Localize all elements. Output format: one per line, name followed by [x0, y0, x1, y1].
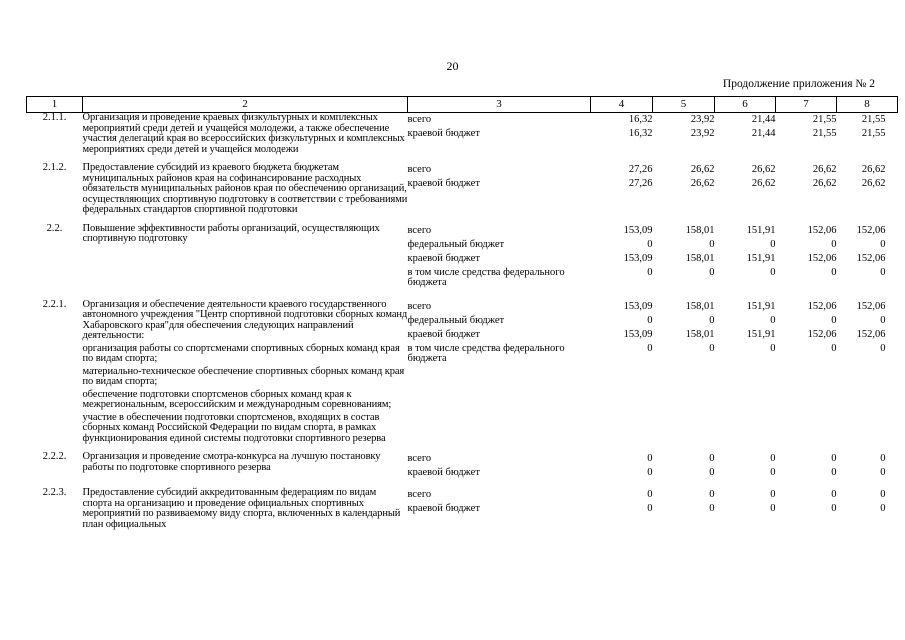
amount-value: 152,06 [807, 328, 837, 340]
amount-value: 152,06 [856, 300, 886, 312]
amount-value: 153,09 [623, 252, 653, 264]
year-values-column [591, 488, 653, 530]
funding-source: всего [407, 300, 432, 312]
funding-source: краевой бюджет [407, 328, 480, 340]
amount-value: 26,62 [690, 178, 715, 189]
amount-value: 0 [709, 238, 715, 250]
row-code: 2.1.1. [42, 112, 67, 123]
year-values-column [776, 113, 837, 156]
amount-value: 0 [880, 314, 886, 326]
amount-value: 0 [709, 453, 715, 464]
measure-name [83, 163, 408, 216]
measure-paragraph: Организация и проведение смотра-конкурса на лучшую постановку работы по подготовке спортивного резерва [82, 451, 381, 473]
column-header: 5 [653, 97, 715, 113]
amount-value: 21,55 [861, 114, 886, 125]
amount-value: 158,01 [685, 328, 715, 340]
amount-value: 26,62 [751, 164, 776, 175]
year-values-column [591, 300, 653, 445]
amount-value: 0 [770, 266, 776, 278]
measure-name [83, 224, 408, 292]
amount-value: 27,26 [628, 178, 653, 189]
funding-source: в том числе средства федерального бюджета [407, 342, 565, 364]
amount-value: 151,91 [746, 224, 776, 236]
amount-value: 0 [647, 314, 653, 326]
table-row [27, 452, 898, 480]
amount-value: 0 [709, 342, 715, 354]
column-header: 4 [591, 97, 653, 113]
amount-value: 0 [709, 314, 715, 326]
amount-value: 16,32 [628, 128, 653, 139]
amount-value: 21,44 [751, 114, 776, 125]
amount-value: 0 [647, 489, 653, 500]
funding-source: федеральный бюджет [407, 238, 505, 250]
amount-value: 26,62 [751, 178, 776, 189]
measure-paragraph: Организация и обеспечение деятельности краевого государственного автономного учреждения "Центр спортивной подготовки сборных команд Хабаровского края"для обеспечения следующих направлений деятельности: [82, 298, 408, 341]
amount-value: 152,06 [856, 224, 886, 236]
amount-value: 23,92 [690, 114, 715, 125]
year-values-column [591, 163, 653, 216]
funding-source: всего [407, 224, 432, 236]
column-header: 7 [776, 97, 837, 113]
amount-value: 0 [880, 266, 886, 278]
funding-sources [408, 113, 591, 156]
year-values-column [653, 452, 715, 480]
column-header: 1 [27, 97, 83, 113]
amount-value: 21,55 [861, 128, 886, 139]
year-values-column [591, 113, 653, 156]
amount-value: 158,01 [685, 224, 715, 236]
year-values-column [591, 224, 653, 292]
year-values-column [653, 300, 715, 445]
column-header: 6 [715, 97, 776, 113]
year-values-column [715, 300, 776, 445]
measure-name [83, 113, 408, 156]
year-values-column [837, 163, 898, 216]
amount-value: 26,62 [812, 164, 837, 175]
measure-paragraph: организация работы со спортсменами спортивных сборных команд края по видам спорта; [82, 342, 400, 364]
row-code: 2.2. [46, 222, 63, 234]
year-values-column [837, 452, 898, 480]
amount-value: 0 [831, 238, 837, 250]
funding-sources [408, 488, 591, 530]
amount-value: 0 [770, 467, 776, 478]
amount-value: 26,62 [812, 178, 837, 189]
year-values-column [776, 224, 837, 292]
funding-source: в том числе средства федерального бюджета [407, 266, 565, 288]
table-row [27, 224, 898, 292]
amount-value: 152,06 [807, 252, 837, 264]
amount-value: 27,26 [628, 164, 653, 175]
amount-value: 0 [831, 467, 837, 478]
funding-source: всего [407, 114, 432, 125]
column-header: 3 [408, 97, 591, 113]
year-values-column [653, 113, 715, 156]
amount-value: 0 [770, 489, 776, 500]
measure-paragraph: Предоставление субсидий аккредитованным федерациям по видам спорта на организацию и проведение официальных спортивных мероприятий по развиваемому виду спорта, включенных в календарный план официальных [82, 487, 401, 530]
year-values-column [715, 488, 776, 530]
table-row [27, 488, 898, 530]
amount-value: 0 [709, 467, 715, 478]
amount-value: 153,09 [623, 224, 653, 236]
row-code: 2.2.1. [42, 298, 67, 310]
column-header: 2 [83, 97, 408, 113]
year-values-column [715, 224, 776, 292]
measure-paragraph: Организация и проведение краевых физкультурных и комплексных мероприятий среди детей и учащейся молодежи, а также обеспечение участия делегаций края во всероссийских физкультурных и комплексных мероприятиях среди детей и учащейся молодежи [82, 112, 405, 155]
funding-source: краевой бюджет [407, 252, 480, 264]
amount-value: 21,55 [812, 128, 837, 139]
measure-paragraph: материально-техническое обеспечение спортивных сборных команд края по видам спорта; [82, 365, 405, 387]
amount-value: 0 [831, 266, 837, 278]
funding-sources [408, 163, 591, 216]
amount-value: 0 [709, 503, 715, 514]
budget-table-body [27, 113, 898, 531]
year-values-column [837, 488, 898, 530]
measure-paragraph: Предоставление субсидий из краевого бюджета бюджетам муниципальных районов края на софинансирование расходных обязательств муниципальных районов края по обеспечению организаций, осуществляющих спортивную подготовку в соответствии с требованиями федеральных стандартов спортивной подготовки [82, 162, 408, 215]
year-values-column [653, 488, 715, 530]
amount-value: 153,09 [623, 328, 653, 340]
funding-source: всего [407, 453, 432, 464]
amount-value: 23,92 [690, 128, 715, 139]
appendix-continuation-note: Продолжение приложения № 2 [722, 78, 875, 90]
column-header: 8 [837, 97, 898, 113]
amount-value: 0 [831, 453, 837, 464]
year-values-column [776, 163, 837, 216]
funding-source: краевой бюджет [407, 467, 480, 478]
amount-value: 152,06 [807, 300, 837, 312]
amount-value: 0 [770, 342, 776, 354]
amount-value: 0 [647, 453, 653, 464]
year-values-column [591, 452, 653, 480]
amount-value: 16,32 [628, 114, 653, 125]
measure-paragraph: участие в обеспечении подготовки спортсменов, входящих в состав сборных команд Российской Федерации по видам спорта, в рамках функционирования единой системы подготовки спортивного резерва [82, 411, 386, 444]
amount-value: 0 [831, 342, 837, 354]
amount-value: 152,06 [856, 328, 886, 340]
page-number: 20 [446, 59, 459, 73]
amount-value: 151,91 [746, 328, 776, 340]
amount-value: 0 [831, 489, 837, 500]
year-values-column [837, 300, 898, 445]
measure-name [83, 488, 408, 530]
header-row [27, 97, 898, 113]
amount-value: 152,06 [807, 224, 837, 236]
funding-sources [408, 300, 591, 445]
amount-value: 0 [880, 342, 886, 354]
amount-value: 26,62 [861, 178, 886, 189]
amount-value: 153,09 [623, 300, 653, 312]
amount-value: 0 [647, 266, 653, 278]
amount-value: 21,55 [812, 114, 837, 125]
table-row [27, 300, 898, 445]
amount-value: 152,06 [856, 252, 886, 264]
amount-value: 0 [647, 467, 653, 478]
funding-source: краевой бюджет [407, 503, 480, 514]
year-values-column [776, 488, 837, 530]
amount-value: 26,62 [861, 164, 886, 175]
year-values-column [653, 224, 715, 292]
amount-value: 158,01 [685, 300, 715, 312]
year-values-column [715, 163, 776, 216]
amount-value: 0 [831, 314, 837, 326]
amount-value: 151,91 [746, 252, 776, 264]
funding-source: краевой бюджет [407, 178, 480, 189]
amount-value: 0 [647, 503, 653, 514]
amount-value: 21,44 [751, 128, 776, 139]
table-row [27, 163, 898, 216]
row-code: 2.2.2. [42, 451, 67, 462]
measure-name [83, 452, 408, 480]
year-values-column [653, 163, 715, 216]
row-code: 2.2.3. [42, 487, 67, 498]
amount-value: 0 [647, 342, 653, 354]
amount-value: 0 [770, 453, 776, 464]
year-values-column [715, 452, 776, 480]
amount-value: 0 [880, 238, 886, 250]
funding-sources [408, 224, 591, 292]
year-values-column [776, 452, 837, 480]
budget-table [26, 96, 898, 530]
amount-value: 151,91 [746, 300, 776, 312]
table-row [27, 113, 898, 156]
funding-source: федеральный бюджет [407, 314, 505, 326]
amount-value: 0 [831, 503, 837, 514]
measure-paragraph: обеспечение подготовки спортсменов сборных команд края к межрегиональным, всероссийским и международным соревнованиям; [82, 388, 392, 410]
year-values-column [837, 113, 898, 156]
amount-value: 0 [709, 266, 715, 278]
funding-source: всего [407, 489, 432, 500]
funding-source: краевой бюджет [407, 128, 480, 139]
amount-value: 0 [880, 489, 886, 500]
amount-value: 0 [880, 453, 886, 464]
funding-sources [408, 452, 591, 480]
funding-source: всего [407, 164, 432, 175]
amount-value: 0 [770, 238, 776, 250]
amount-value: 0 [880, 467, 886, 478]
measure-paragraph: Повышение эффективности работы организаций, осуществляющих спортивную подготовку [82, 222, 380, 244]
year-values-column [837, 224, 898, 292]
amount-value: 0 [770, 503, 776, 514]
amount-value: 158,01 [685, 252, 715, 264]
measure-name [83, 300, 408, 445]
row-code: 2.1.2. [42, 162, 67, 173]
amount-value: 26,62 [690, 164, 715, 175]
amount-value: 0 [647, 238, 653, 250]
year-values-column [776, 300, 837, 445]
amount-value: 0 [709, 489, 715, 500]
year-values-column [715, 113, 776, 156]
amount-value: 0 [880, 503, 886, 514]
amount-value: 0 [770, 314, 776, 326]
